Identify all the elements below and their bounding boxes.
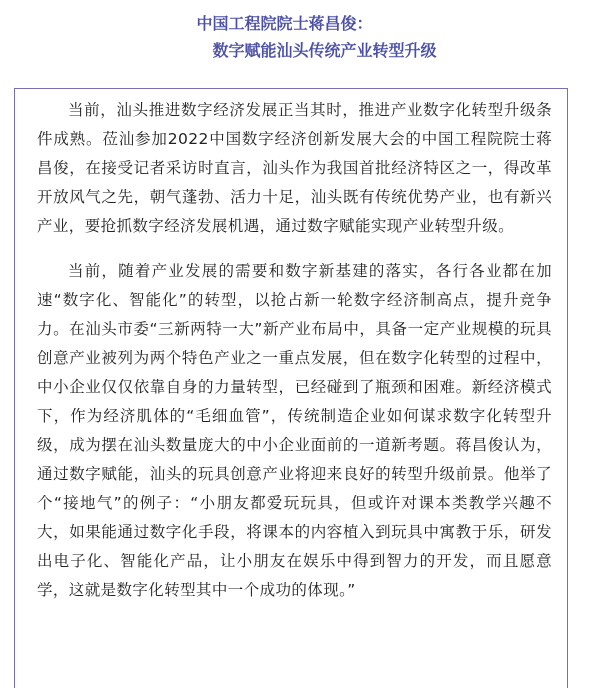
- article-paragraph-1: 当前，汕头推进数字经济发展正当其时，推进产业数字化转型升级条件成熟。莅汕参加2022中国数字经济创新发展大会的中国工程院院士蒋昌俊，在接受记者采访时直言，汕头作为我国首批经济特区之一，得改革开放风气之先，朝气蓬勃、活力十足，汕头既有传统优势产业，也有新兴产业，要抢抓数字经济发展机遇，通过数字赋能实现产业转型升级。: [37, 101, 552, 235]
- article-title: [0, 10, 589, 64]
- article-paragraph-2: 当前，随着产业发展的需要和数字新基建的落实，各行各业都在加速“数字化、智能化”的转型，以抢占新一轮数字经济制高点，提升竞争力。在汕头市委“三新两特一大”新产业布局中，具备一定产业规模的玩具创意产业被列为两个特色产业之一重点发展，但在数字化转型的过程中，中小企业仅仅依靠自身的力量转型，已经碰到了瓶颈和困难。新经济模式下，作为经济肌体的“毛细血管”，传统制造企业如何谋求数字化转型升级，成为摆在汕头数量庞大的中小企业面前的一道新考题。蒋昌俊认为，通过数字赋能，汕头的玩具创意产业将迎来良好的转型升级前景。他举了个“接地气”的例子：“小朋友都爱玩玩具，但或许对课本类教学兴趣不大，如果能通过数字化手段，将课本的内容植入到玩具中寓教于乐，研发出电子化、智能化产品，让小朋友在娱乐中得到智力的开发，而且愿意学，这就是数字化转型其中一个成功的体现。”: [37, 262, 552, 599]
- article-title-line-2: 数字赋能汕头传统产业转型升级: [212, 41, 437, 60]
- article-title-line-1: 中国工程院院士蒋昌俊：: [196, 14, 373, 33]
- article-body: [14, 88, 568, 688]
